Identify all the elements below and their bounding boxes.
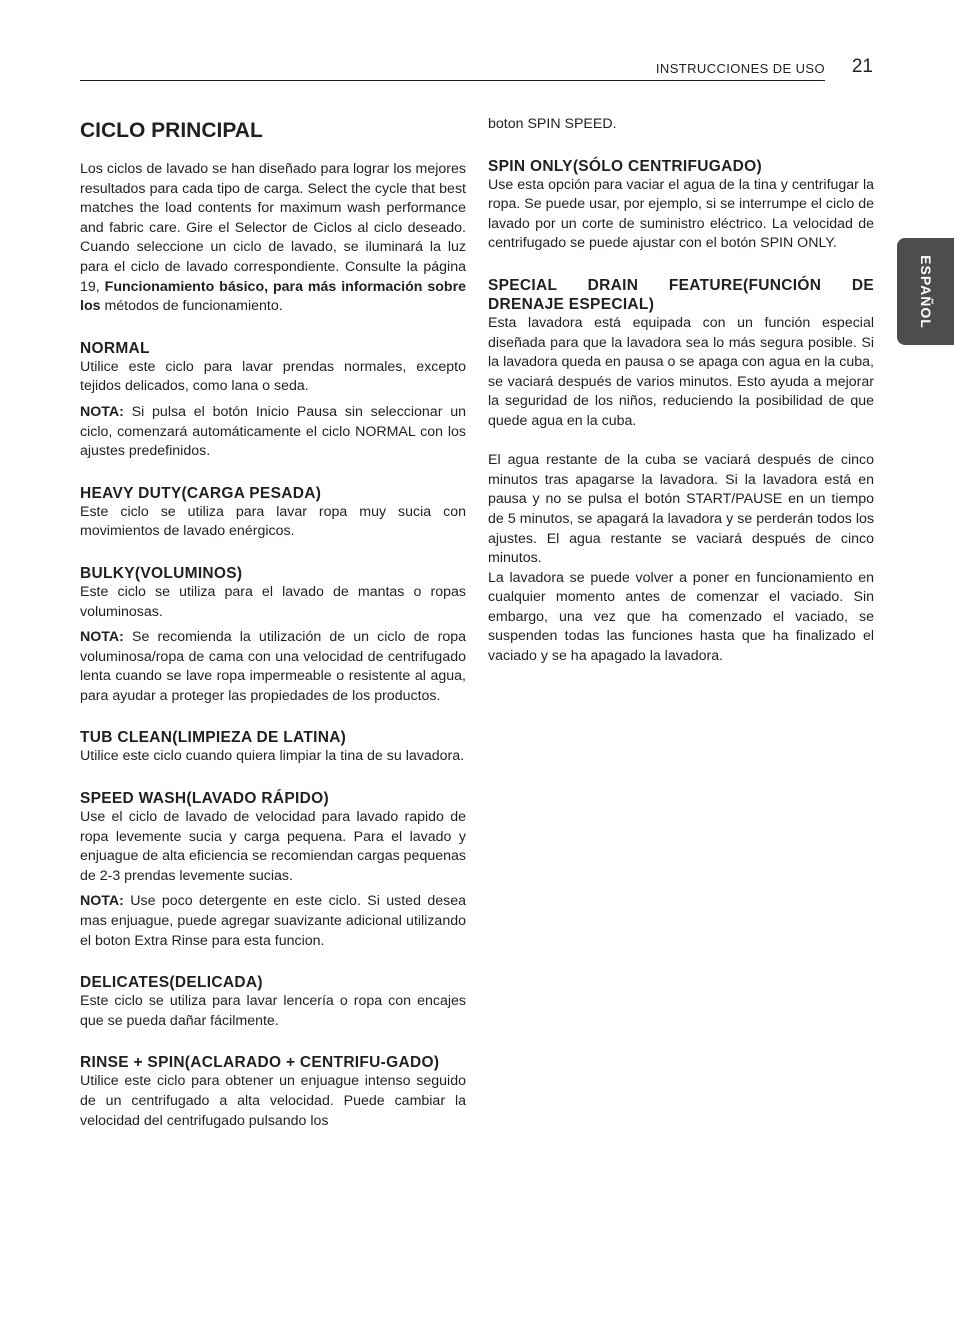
intro-paragraph xyxy=(80,160,466,317)
section-title-heavy-duty: HEAVY DUTY(CARGA PESADA) xyxy=(80,484,322,502)
section-body-bulky: Este ciclo se utiliza para el lavado de mantas o ropas voluminosas. xyxy=(80,583,466,620)
section-title-rinse-spin: RINSE + SPIN(ACLARADO + CENTRIFU-GADO) xyxy=(80,1054,440,1072)
page-number: 21 xyxy=(851,56,873,77)
section-delicates xyxy=(80,973,466,1031)
section-title-spin-only: SPIN ONLY(SÓLO CENTRIFUGADO) xyxy=(488,157,762,175)
note-normal xyxy=(80,403,466,462)
section-body-rinse-spin: Utilice este ciclo para obtener un enjuague intenso seguido de un centrifugado a alta velocidad. Puede cambiar la velocidad del centrifugado pulsando los xyxy=(80,1073,466,1129)
note-text: Se recomienda la utilización de un ciclo de ropa voluminosa/ropa de cama con una velocidad de centrifugado lenta cuando se lave ropa impermeable o resistente al agua, para ayudar a proteger las propiedades de los productos. xyxy=(80,629,466,704)
right-column xyxy=(488,112,874,667)
intro-bold-reference: Funcionamiento básico, para más información sobre los xyxy=(80,278,467,315)
section-title-normal: NORMAL xyxy=(80,339,150,357)
note-label: NOTA: xyxy=(80,629,124,646)
section-speed-wash xyxy=(80,789,466,951)
section-title-bulky: BULKY(VOLUMINOS) xyxy=(80,564,243,582)
section-body-normal: Utilice este ciclo para lavar prendas normales, excepto tejidos delicados, como lana o seda. xyxy=(80,358,466,395)
section-body-rinse-spin-continued: boton SPIN SPEED. xyxy=(488,116,617,132)
language-tab xyxy=(897,238,954,345)
note-bulky xyxy=(80,628,466,706)
intro-text: Los ciclos de lavado se han diseñado para lograr los mejores resultados para cada tipo de carga. Select the cycle that best matches the load contents for maximum wash performance and fabric care. Gire el Selector de Ciclos al ciclo deseado. Cuando seleccione un ciclo de lavado, se iluminará la luz para el ciclo de lavado correspondiente. Consulte la página 19, xyxy=(80,161,466,295)
section-body-heavy-duty: Este ciclo se utiliza para lavar ropa muy sucia con movimientos de lavado enérgicos. xyxy=(80,503,466,540)
section-spin-only xyxy=(488,157,874,254)
section-rinse-spin xyxy=(80,1053,466,1131)
note-speed-wash xyxy=(80,892,466,951)
section-body-special-drain-2: El agua restante de la cuba se vaciará después de cinco minutos tras apagarse la lavadora. Si la lavadora está en pausa y no se pulsa el botón START/PAUSE en un tiempo de 5 minutos, se apagará la lavadora y se perderán todos los ajustes. El agua restante se vaciará después de cinco minutos. xyxy=(488,452,874,567)
header-label: INSTRUCCIONES DE USO xyxy=(655,61,825,76)
section-body-tub-clean: Utilice este ciclo cuando quiera limpiar la tina de su lavadora. xyxy=(80,748,465,765)
section-heavy-duty xyxy=(80,484,466,542)
note-text: Use poco detergente en este ciclo. Si usted desea mas enjuague, puede agregar suavizante adicional utilizando el boton Extra Rinse para esta funcion. xyxy=(80,893,466,949)
intro-section xyxy=(80,160,466,317)
note-text: Si pulsa el botón Inicio Pausa sin seleccionar un ciclo, comenzará automáticamente el ciclo NORMAL con los ajustes predefinidos. xyxy=(80,403,466,460)
note-label: NOTA: xyxy=(80,403,124,420)
intro-text-end: métodos de funcionamiento. xyxy=(100,298,283,315)
section-normal xyxy=(80,339,466,462)
note-label: NOTA: xyxy=(80,893,124,910)
page-title: CICLO PRINCIPAL xyxy=(80,119,263,142)
page-header xyxy=(80,56,873,82)
section-body-special-drain: Esta lavadora está equipada con un función especial diseñada para que la lavadora sea lo más segura posible. Si la lavadora queda en pausa o se apaga con agua en la cuba, se vaciará después de varios minutos. Esto ayuda a mejorar la seguridad de los niños, reduciendo la posibilidad de que quede agua en la cuba. xyxy=(488,314,874,429)
section-title-tub-clean: TUB CLEAN(LIMPIEZA DE LATINA) xyxy=(80,729,347,747)
section-body-spin-only: Use esta opción para vaciar el agua de la tina y centrifugar la ropa. Se puede usar, por ejemplo, si se interrumpe el ciclo de lavado por un corte de suministro eléctrico. La velocidad de centrifugado se puede ajustar con el botón SPIN ONLY. xyxy=(488,176,874,252)
section-title-special-drain: SPECIAL DRAIN FEATURE(FUNCIÓN DE DRENAJE ESPECIAL) xyxy=(488,276,874,313)
language-tab-label: ESPAÑOL xyxy=(917,254,934,329)
section-bulky xyxy=(80,564,466,707)
section-tub-clean xyxy=(80,728,466,767)
section-body-delicates: Este ciclo se utiliza para lavar lencería o ropa con encajes que se pueda dañar fácilmente. xyxy=(80,993,466,1029)
section-special-drain xyxy=(488,276,874,667)
header-rule xyxy=(80,80,825,81)
section-title-speed-wash: SPEED WASH(LAVADO RÁPIDO) xyxy=(80,790,329,808)
left-column xyxy=(80,112,466,1131)
paragraph-spacer xyxy=(488,432,874,452)
section-title-delicates: DELICATES(DELICADA) xyxy=(80,974,263,992)
section-body-special-drain-3: La lavadora se puede volver a poner en funcionamiento en cualquier momento antes de comenzar el vaciado. Sin embargo, una vez que ha comenzado el vaciado, se suspenden todas las funciones hasta que ha finalizado el vaciado y se ha apagado la lavadora. xyxy=(488,569,874,665)
section-body-speed-wash: Use el ciclo de lavado de velocidad para lavado rapido de ropa levemente sucia y carga pequena. Para el lavado y enjuague de alta eficiencia se recomiendan cargas pequenas de 2-3 prendas levemente sucias. xyxy=(80,809,466,884)
